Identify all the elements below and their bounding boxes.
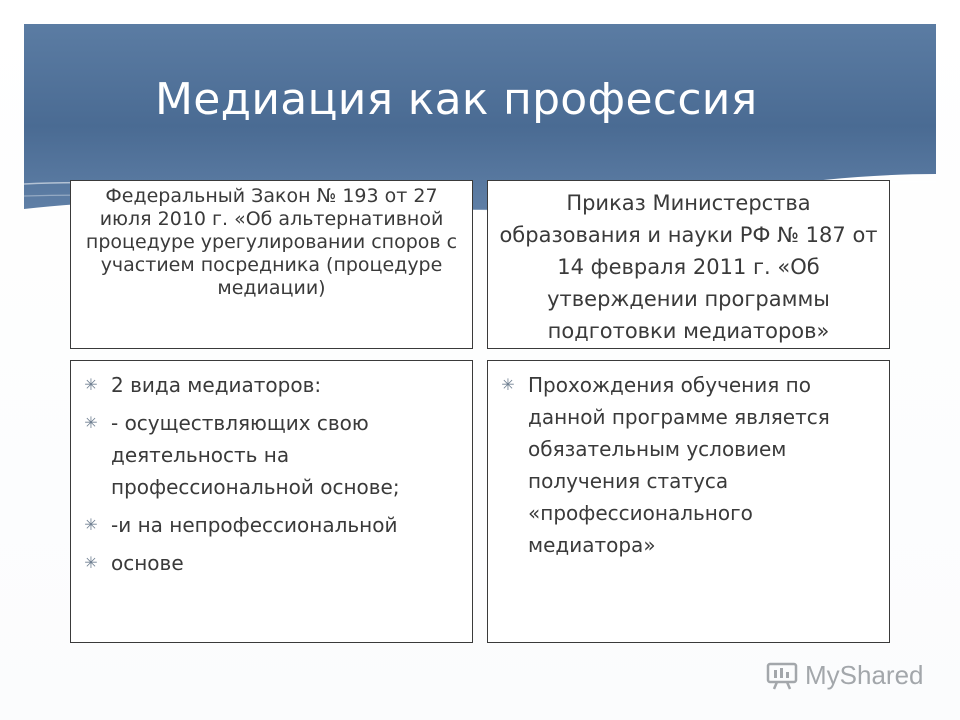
- asterisk-bullet-icon: ✳: [84, 553, 98, 572]
- ministry-order-box: [487, 180, 890, 349]
- training-requirement-list: [498, 369, 881, 567]
- training-requirement-box: [487, 360, 890, 643]
- mediator-types-list: [81, 369, 464, 585]
- asterisk-bullet-icon: ✳: [84, 515, 98, 534]
- list-item: ✳ 2 вида медиаторов:: [81, 369, 464, 401]
- presentation-icon: [765, 660, 799, 690]
- asterisk-bullet-icon: ✳: [84, 375, 98, 394]
- mediator-types-box: [70, 360, 473, 643]
- list-item: ✳ Прохождения обучения по данной программе является обязательным условием получения статуса «профессионального медиатора»: [498, 369, 881, 561]
- watermark-text: MyShared: [805, 659, 924, 690]
- federal-law-box: [70, 180, 473, 349]
- list-item: ✳ -и на непрофессиональной: [81, 509, 464, 541]
- watermark: [765, 655, 925, 695]
- asterisk-bullet-icon: ✳: [501, 375, 515, 394]
- asterisk-bullet-icon: ✳: [84, 413, 98, 432]
- list-item: ✳ - осуществляющих свою деятельность на профессиональной основе;: [81, 407, 464, 503]
- federal-law-text: Федеральный Закон № 193 от 27 июля 2010 г. «Об альтернативной процедуре урегулировании споров с участием посредника (процедуре медиации): [85, 185, 458, 299]
- slide-title: Медиация как профессия: [155, 74, 758, 125]
- ministry-order-text: Приказ Министерства образования и науки РФ № 187 от 14 февраля 2011 г. «Об утверждении программы подготовки медиаторов»: [499, 191, 878, 343]
- list-item: ✳ основе: [81, 547, 464, 579]
